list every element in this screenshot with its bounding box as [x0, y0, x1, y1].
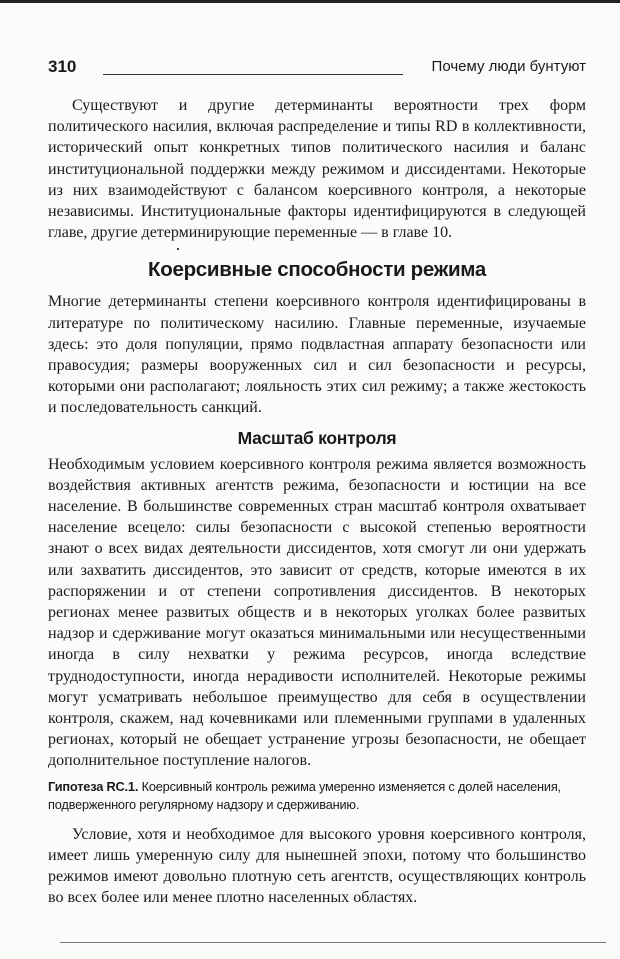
hypothesis-text: Коерсивный контроль режима умеренно изменяется с долей населения, подверженного регулярному надзору и сдерживанию. [48, 778, 561, 812]
paragraph-intro: Существуют и другие детерминанты вероятности трех форм политического насилия, включая распределение и типы RD в коллективности, исторический опыт конкретных типов политического насилия и баланс институциональной поддержки между режимом и диссидентами. Некоторые из них взаимодействуют с балансом коерсивного контроля, а некоторые независимы. Институциональные факторы идентифицируются в следующей главе, другие детерминирующие переменные — в главе 10. [48, 97, 586, 242]
bottom-edge-rule [60, 942, 606, 943]
page-number: 310 [48, 57, 77, 76]
hypothesis-label: Гипотеза RC.1. [48, 778, 139, 794]
header-rule [103, 74, 403, 75]
running-title: Почему люди бунтуют [431, 58, 586, 75]
subsection-heading: Масштаб контроля [237, 427, 397, 448]
page-body [48, 95, 586, 909]
hypothesis [48, 778, 586, 814]
paragraph-conclusion: Условие, хотя и необходимое для высокого уровня коерсивного контроля, имеет лишь умеренную силу для нынешней эпохи, потому что большинство режимов имеют довольно плотную сеть агентств, осуществляющих контроль во всех более или менее плотно населенных областях. [48, 825, 586, 907]
paragraph-section-intro: Многие детерминанты степени коерсивного контроля идентифицированы в литературе по политическому насилию. Главные переменные, изучаемые здесь: это доля популяции, прямо подвластная аппарату безопасности или правосудия; размеры вооруженных сил и сил безопасности и ресурсы, которыми они располагают; лояльность этих сил режиму; а также жестокость и последовательность санкций. [48, 293, 586, 417]
section-heading: Коерсивные способности режима [148, 258, 486, 282]
page-header [48, 57, 586, 83]
paragraph-scope: Необходимым условием коерсивного контроля режима является возможность воздействия активных агентств режима, безопасности и юстиции на все население. В большинстве современных стран масштаб контроля охватывает население всецело: силы безопасности с высокой степенью вероятности знают о всех видах деятельности диссидентов, хотя смогут ли они удержать или захватить диссидентов, это зависит от средств, которые имеются в их распоряжении и от степени сопротивления диссидентов. В некоторых регионах менее развитых обществ и в некоторых уголках более развитых надзор и сдерживание могут оказаться минимальными или несущественными иногда в силу нехватки у режима ресурсов, иногда вследствие труднодоступности, иногда нерадивости исполнителей. Некоторые режимы могут усматривать небольшое преимущество для себя в осуществлении контроля, скажем, над кочевниками или племенными группами в удаленных регионах, который не обещает устранение угрозы безопасности, не обещает дополнительное поступление налогов. [48, 455, 586, 770]
top-edge-rule [0, 0, 620, 3]
